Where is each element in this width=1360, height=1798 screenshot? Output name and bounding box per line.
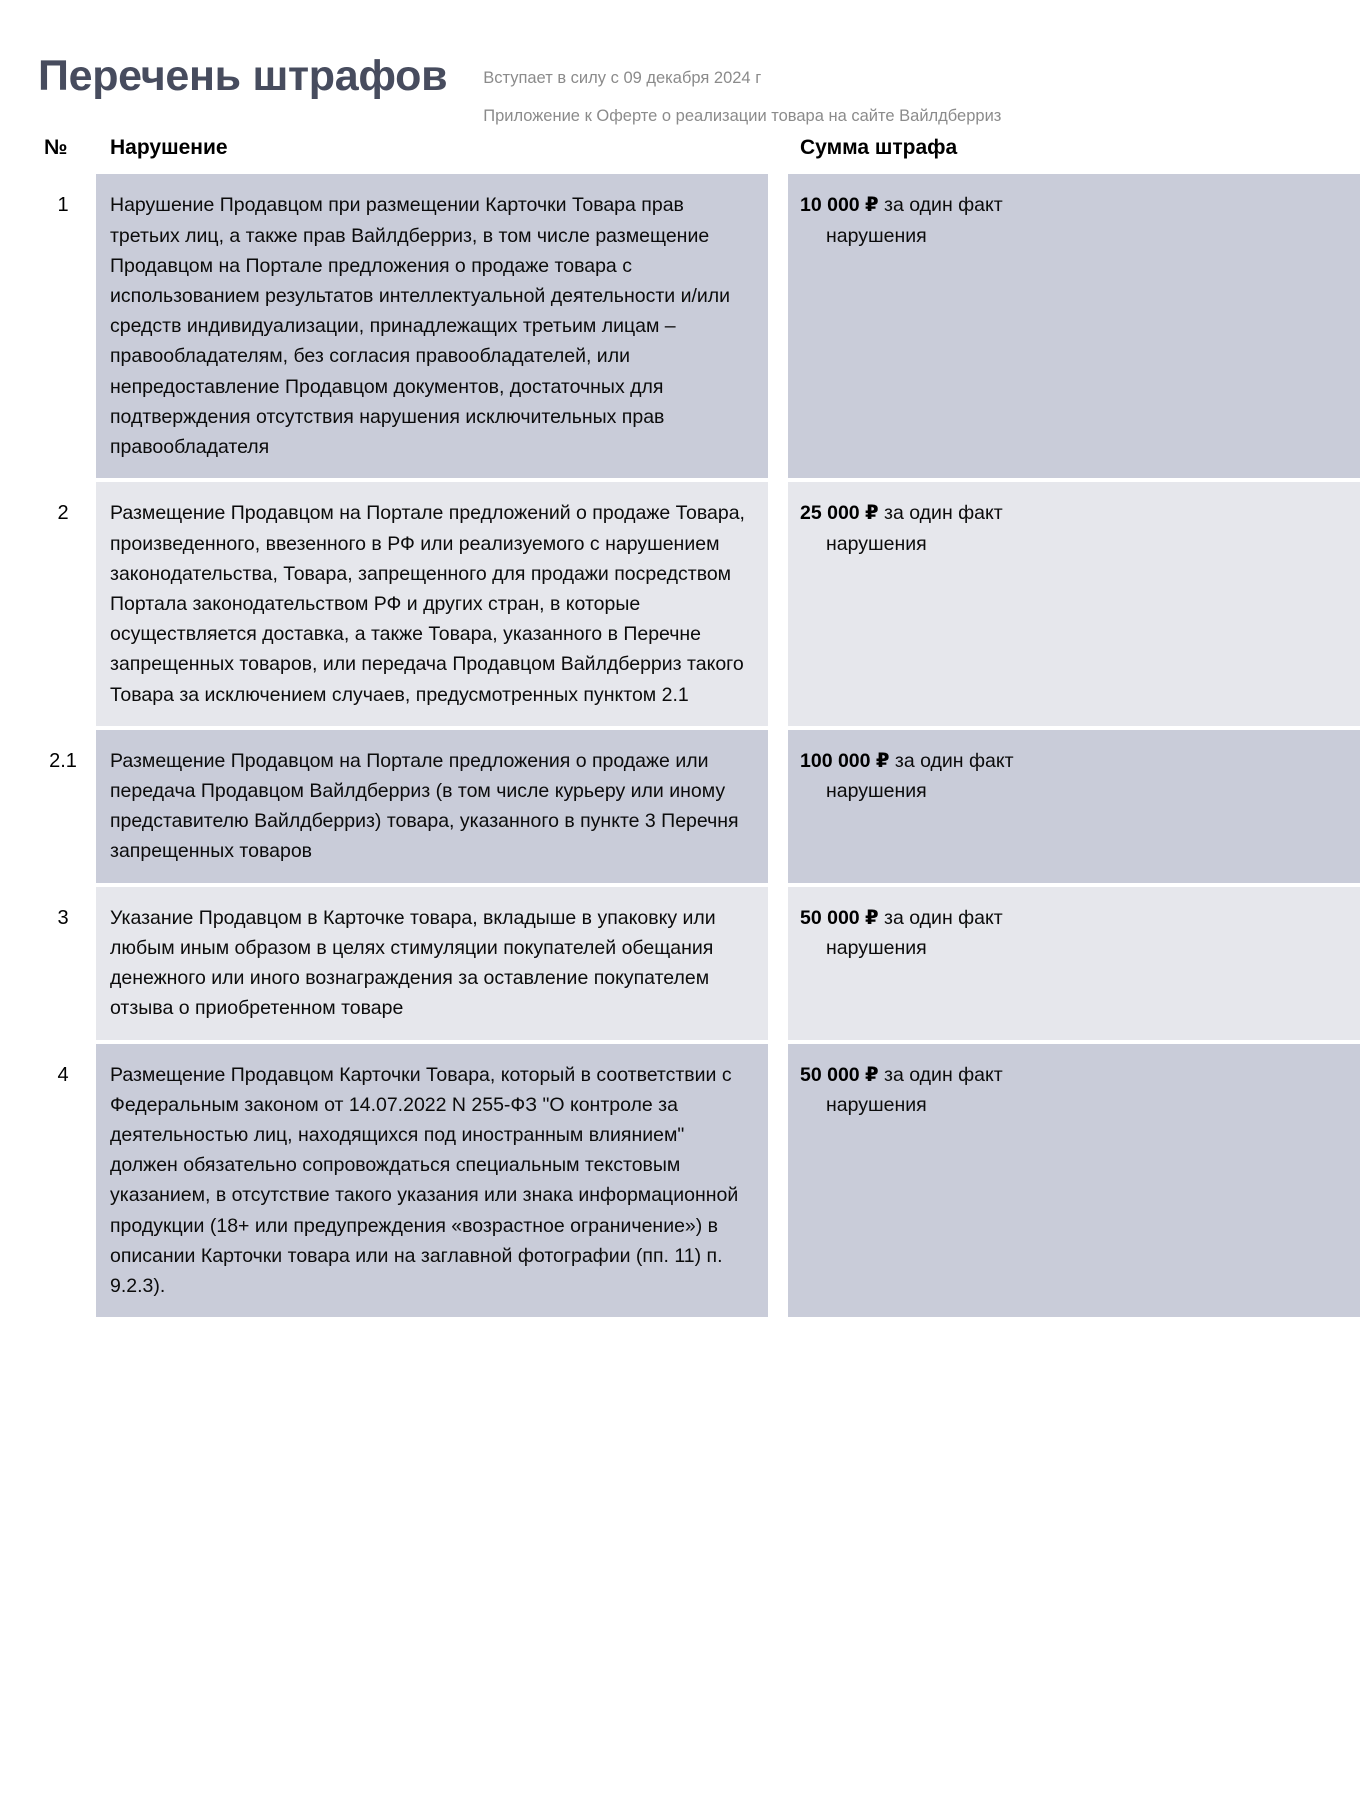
row-amount-suffix: за один факт xyxy=(878,1063,1003,1086)
row-number: 2 xyxy=(30,482,96,726)
column-header-amount: Сумма штрафа xyxy=(800,136,958,160)
row-amount-second-line: нарушения xyxy=(826,780,927,803)
row-amount xyxy=(788,1044,1360,1318)
header-meta-block xyxy=(483,36,1330,129)
row-number: 4 xyxy=(30,1044,96,1318)
row-amount-value: 25 000 ₽ xyxy=(800,502,879,525)
row-amount-value: 50 000 ₽ xyxy=(800,906,879,929)
row-gap xyxy=(768,730,788,883)
table-row xyxy=(30,730,1360,883)
row-amount-suffix: за один факт xyxy=(878,194,1003,217)
appendix-note: Приложение к Оферте о реализации товара на сайте Вайлдберриз xyxy=(483,106,1002,125)
row-gap xyxy=(768,174,788,478)
row-amount-value: 100 000 ₽ xyxy=(800,749,890,772)
row-amount-second-line: нарушения xyxy=(826,532,927,555)
table-row xyxy=(30,1044,1360,1318)
row-violation-text: Указание Продавцом в Карточке товара, вкладыше в упаковку или любым иным образом в целях стимуляции покупателей обещания денежного или иного вознаграждения за оставление покупателем отзыва о приобретенном товаре xyxy=(96,887,768,1040)
row-amount-value: 10 000 ₽ xyxy=(800,194,879,217)
table-row xyxy=(30,482,1360,726)
table-row xyxy=(30,174,1360,478)
row-amount-second-line: нарушения xyxy=(826,1093,927,1116)
row-amount-second-line: нарушения xyxy=(826,936,927,959)
row-violation-text: Размещение Продавцом на Портале предложений о продаже Товара, произведенного, ввезенного в РФ или реализуемого с нарушением законодательства, Товара, запрещенного для продажи посредством Портала законодательством РФ и других стран, в которые осуществляется доставка, а также Товара, указанного в Перечне запрещенных товаров, или передача Продавцом Вайлдберриз такого Товара за исключением случаев, предусмотренных пунктом 2.1 xyxy=(96,482,768,726)
table-body xyxy=(30,174,1360,1317)
row-gap xyxy=(768,1044,788,1318)
row-amount-suffix: за один факт xyxy=(889,749,1014,772)
row-amount xyxy=(788,174,1360,478)
page-title: Перечень штрафов xyxy=(38,52,448,100)
table-row xyxy=(30,887,1360,1040)
row-violation-text: Размещение Продавцом на Портале предложения о продаже или передача Продавцом Вайлдберриз (в том числе курьеру или иному представителю Вайлдберриз) товара, указанного в пункте 3 Перечня запрещенных товаров xyxy=(96,730,768,883)
table-header-row xyxy=(30,135,1360,174)
row-number: 2.1 xyxy=(30,730,96,883)
row-amount-suffix: за один факт xyxy=(878,502,1003,525)
column-header-violation: Нарушение xyxy=(110,136,228,160)
row-amount-suffix: за один факт xyxy=(878,906,1003,929)
fines-table xyxy=(30,135,1360,1317)
row-amount xyxy=(788,482,1360,726)
column-header-number: № xyxy=(44,136,68,160)
row-violation-text: Размещение Продавцом Карточки Товара, который в соответствии с Федеральным законом от 14.07.2022 N 255-ФЗ "О контроле за деятельностью лиц, находящихся под иностранным влиянием" должен обязательно сопровождаться специальным текстовым указанием, в отсутствие такого указания или знака информационной продукции (18+ или предупреждения «возрастное ограничение») в описании Карточки товара или на заглавной фотографии (пп. 11) п. 9.2.3). xyxy=(96,1044,768,1318)
row-amount-second-line: нарушения xyxy=(826,224,927,247)
row-amount xyxy=(788,730,1360,883)
row-gap xyxy=(768,482,788,726)
row-number: 1 xyxy=(30,174,96,478)
effective-date-note: Вступает в силу с 09 декабря 2024 г xyxy=(483,69,762,87)
row-number: 3 xyxy=(30,887,96,1040)
column-header-gap xyxy=(768,135,788,174)
document-header xyxy=(30,36,1330,129)
row-violation-text: Нарушение Продавцом при размещении Карточки Товара прав третьих лиц, а также прав Вайлдберриз, в том числе размещение Продавцом на Портале предложения о продаже товара с использованием результатов интеллектуальной деятельности и/или средств индивидуализации, принадлежащих третьим лицам – правообладателям, без согласия правообладателей, или непредоставление Продавцом документов, достаточных для подтверждения отсутствия нарушения исключительных прав правообладателя xyxy=(96,174,768,478)
row-gap xyxy=(768,887,788,1040)
row-amount-value: 50 000 ₽ xyxy=(800,1063,879,1086)
row-amount xyxy=(788,887,1360,1040)
